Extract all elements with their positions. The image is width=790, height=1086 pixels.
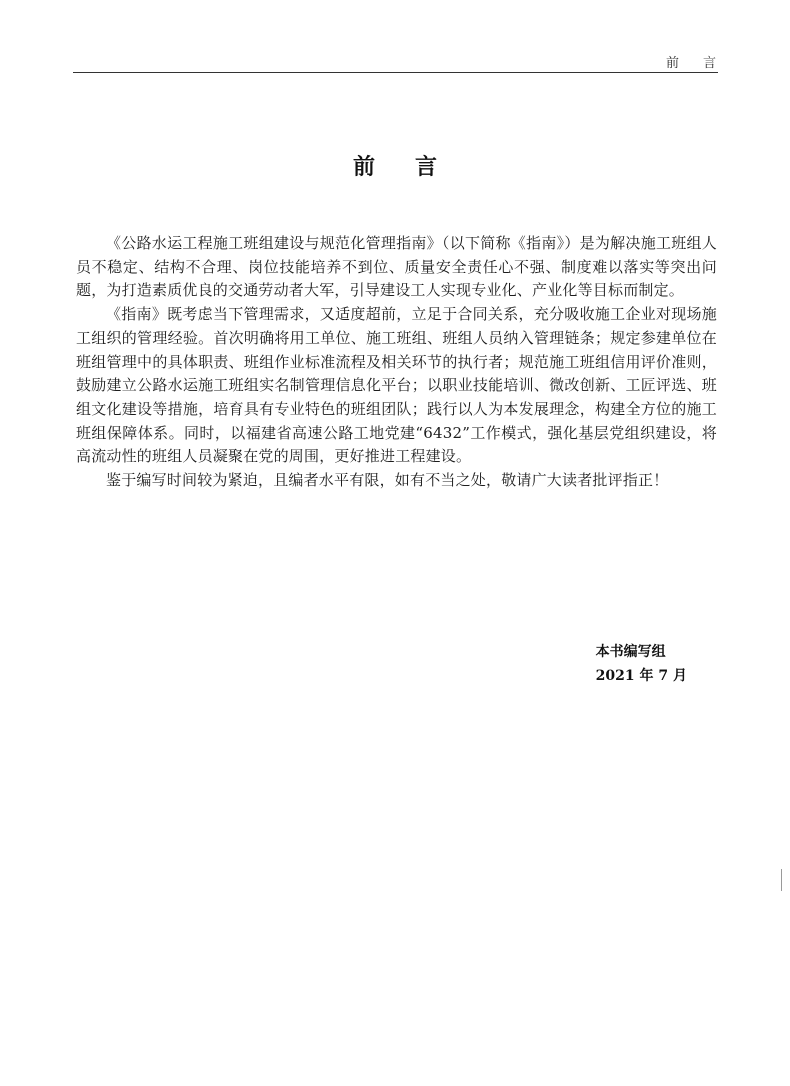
page-edge-mark [781, 869, 782, 891]
preface-paragraph-3: 鉴于编写时间较为紧迫，且编者水平有限，如有不当之处，敬请广大读者批评指正！ [106, 471, 669, 490]
signature-date: 2021 年 7 月 [595, 668, 687, 684]
signature-author: 本书编写组 [595, 644, 666, 660]
running-header-title: 前言 [665, 56, 740, 71]
running-header [73, 52, 740, 73]
page-title: 前言 [352, 154, 477, 180]
preface-body [76, 232, 717, 493]
preface-paragraph-2: 《指南》既考虑当下管理需求，又适度超前，立足于合同关系，充分吸收施工企业对现场施工组织的管理经验。首次明确将用工单位、施工班组、班组人员纳入管理链条；规定参建单位在班组管理中的具体职责、班组作业标准流程及相关环节的执行者；规范施工班组信用评价准则，鼓励建立公路水运施工班组实名制管理信息化平台；以职业技能培训、微改创新、工匠评选、班组文化建设等措施，培育具有专业特色的班组团队；践行以人为本发展理念，构建全方位的施工班组保障体系。同时，以福建省高速公路工地党建“6432”工作模式，强化基层党组织建设，将高流动性的班组人员凝聚在党的周围，更好推进工程建设。 [76, 305, 717, 466]
signature-block [596, 640, 687, 688]
preface-paragraph-1: 《公路水运工程施工班组建设与规范化管理指南》（以下简称《指南》）是为解决施工班组人员不稳定、结构不合理、岗位技能培养不到位、质量安全责任心不强、制度难以落实等突出问题，为打造素质优良的交通劳动者大军，引导建设工人实现专业化、产业化等目标而制定。 [76, 234, 717, 300]
